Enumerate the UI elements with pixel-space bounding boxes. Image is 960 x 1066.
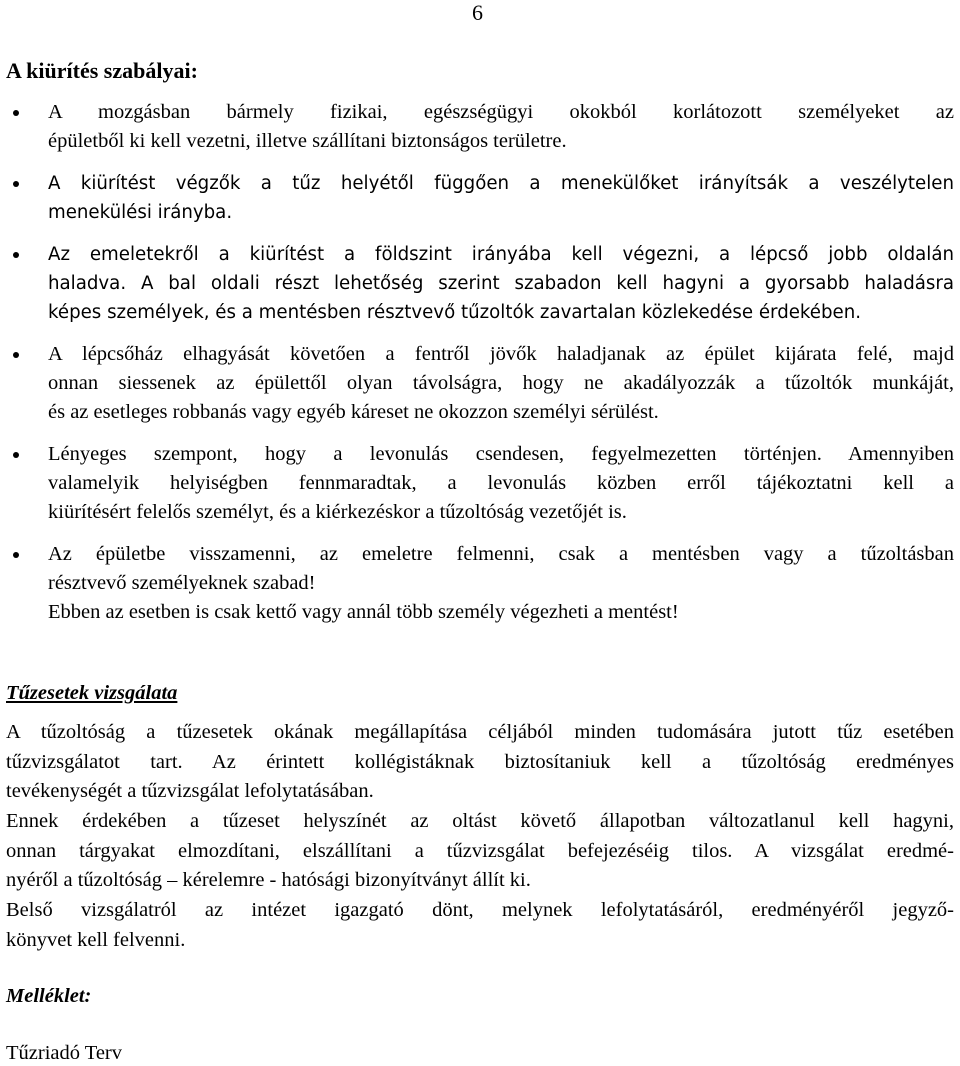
list-item — [0, 98, 960, 156]
list-item-line: A lépcsőház elhagyását követően a fentről jövők haladjanak az épület kijárata felé, majd — [48, 343, 954, 365]
list-item-line: Az emeletekről a kiürítést a földszint irányába kell végezni, a lépcső jobb oldalán — [48, 244, 954, 265]
paragraph-line: A tűzoltóság a tűzesetek okának megállapítása céljából minden tudomására jutott tűz esetében — [6, 721, 954, 743]
paragraph-line: nyéről a tűzoltóság – kérelemre - hatósági bizonyítványt állít ki. — [6, 869, 531, 891]
bullet-icon — [13, 181, 19, 187]
evacuation-rules-list — [0, 98, 960, 640]
list-item-line: képes személyek, és a mentésben résztvevő tűzoltók zavartalan közlekedése érdekében. — [48, 302, 862, 323]
list-item-line: A mozgásban bármely fizikai, egészségügyi okokból korlátozott személyeket az — [48, 101, 954, 123]
list-item-line: onnan siessenek az épülettől olyan távolságra, hogy ne akadályozzák a tűzoltók munkáját, — [48, 372, 954, 394]
investigation-paragraph — [6, 807, 954, 896]
fire-investigation-heading: Tűzesetek vizsgálata — [6, 682, 178, 704]
attachment-item-fire-alarm-plan: Tűzriadó Terv — [6, 1042, 123, 1064]
list-item-line: és az esetleges robbanás vagy egyéb káreset ne okozzon személyi sérülést. — [48, 401, 659, 423]
paragraph-line: Belső vizsgálatról az intézet igazgató dönt, melynek lefolytatásáról, eredményéről jegyző- — [6, 899, 954, 921]
list-item-line: kiürítésért felelős személyt, és a kiérkezéskor a tűzoltóság vezetőjét is. — [48, 501, 627, 523]
list-item-line: Lényeges szempont, hogy a levonulás csendesen, fegyelmezetten történjen. Amennyiben — [48, 443, 954, 465]
paragraph-line: könyvet kell felvenni. — [6, 928, 186, 951]
list-item — [0, 540, 960, 627]
paragraph-line: tűzvizsgálatot tart. Az érintett kollégistáknak biztosítaniuk kell a tűzoltóság eredményes — [6, 750, 954, 773]
list-item — [0, 240, 960, 327]
list-item-line: haladva. A bal oldali részt lehetőség szerint szabadon kell hagyni a gyorsabb haladásra — [48, 273, 954, 294]
attachments-heading: Melléklet: — [6, 985, 92, 1007]
list-item-line: menekülési irányba. — [48, 202, 233, 223]
list-item-line: A kiürítést végzők a tűz helyétől függően a menekülőket irányítsák a veszélytelen — [48, 173, 954, 194]
investigation-paragraph — [6, 718, 954, 807]
list-item-line: valamelyik helyiségben fennmaradtak, a levonulás közben erről tájékoztatni kell a — [48, 472, 954, 494]
evacuation-rules-heading: A kiürítés szabályai: — [6, 58, 198, 83]
bullet-icon — [13, 552, 19, 558]
bullet-icon — [13, 252, 19, 258]
paragraph-line: onnan tárgyakat elmozdítani, elszállítani a tűzvizsgálat befejezéséig tilos. A vizsgálat eredmé- — [6, 839, 954, 862]
list-item-line: Az épületbe visszamenni, az emeletre felmenni, csak a mentésben vagy a tűzoltásban — [48, 543, 954, 565]
bullet-icon — [13, 110, 19, 116]
bullet-icon — [13, 352, 19, 358]
paragraph-line: tevékenységét a tűzvizsgálat lefolytatásában. — [6, 780, 374, 802]
page-number: 6 — [472, 0, 483, 25]
investigation-paragraph — [6, 896, 954, 955]
paragraph-line: Ennek érdekében a tűzeset helyszínét az oltást követő állapotban változatlanul kell hagyni, — [6, 810, 954, 832]
list-item — [0, 440, 960, 527]
list-item-line: résztvevő személyeknek szabad! — [48, 572, 316, 594]
bullet-icon — [13, 452, 19, 458]
list-item — [0, 169, 960, 227]
list-item-line: épületből ki kell vezetni, illetve szállítani biztonságos területre. — [48, 130, 567, 152]
list-item-line: Ebben az esetben is csak kettő vagy annál több személy végezheti a mentést! — [48, 601, 679, 623]
list-item — [0, 340, 960, 427]
